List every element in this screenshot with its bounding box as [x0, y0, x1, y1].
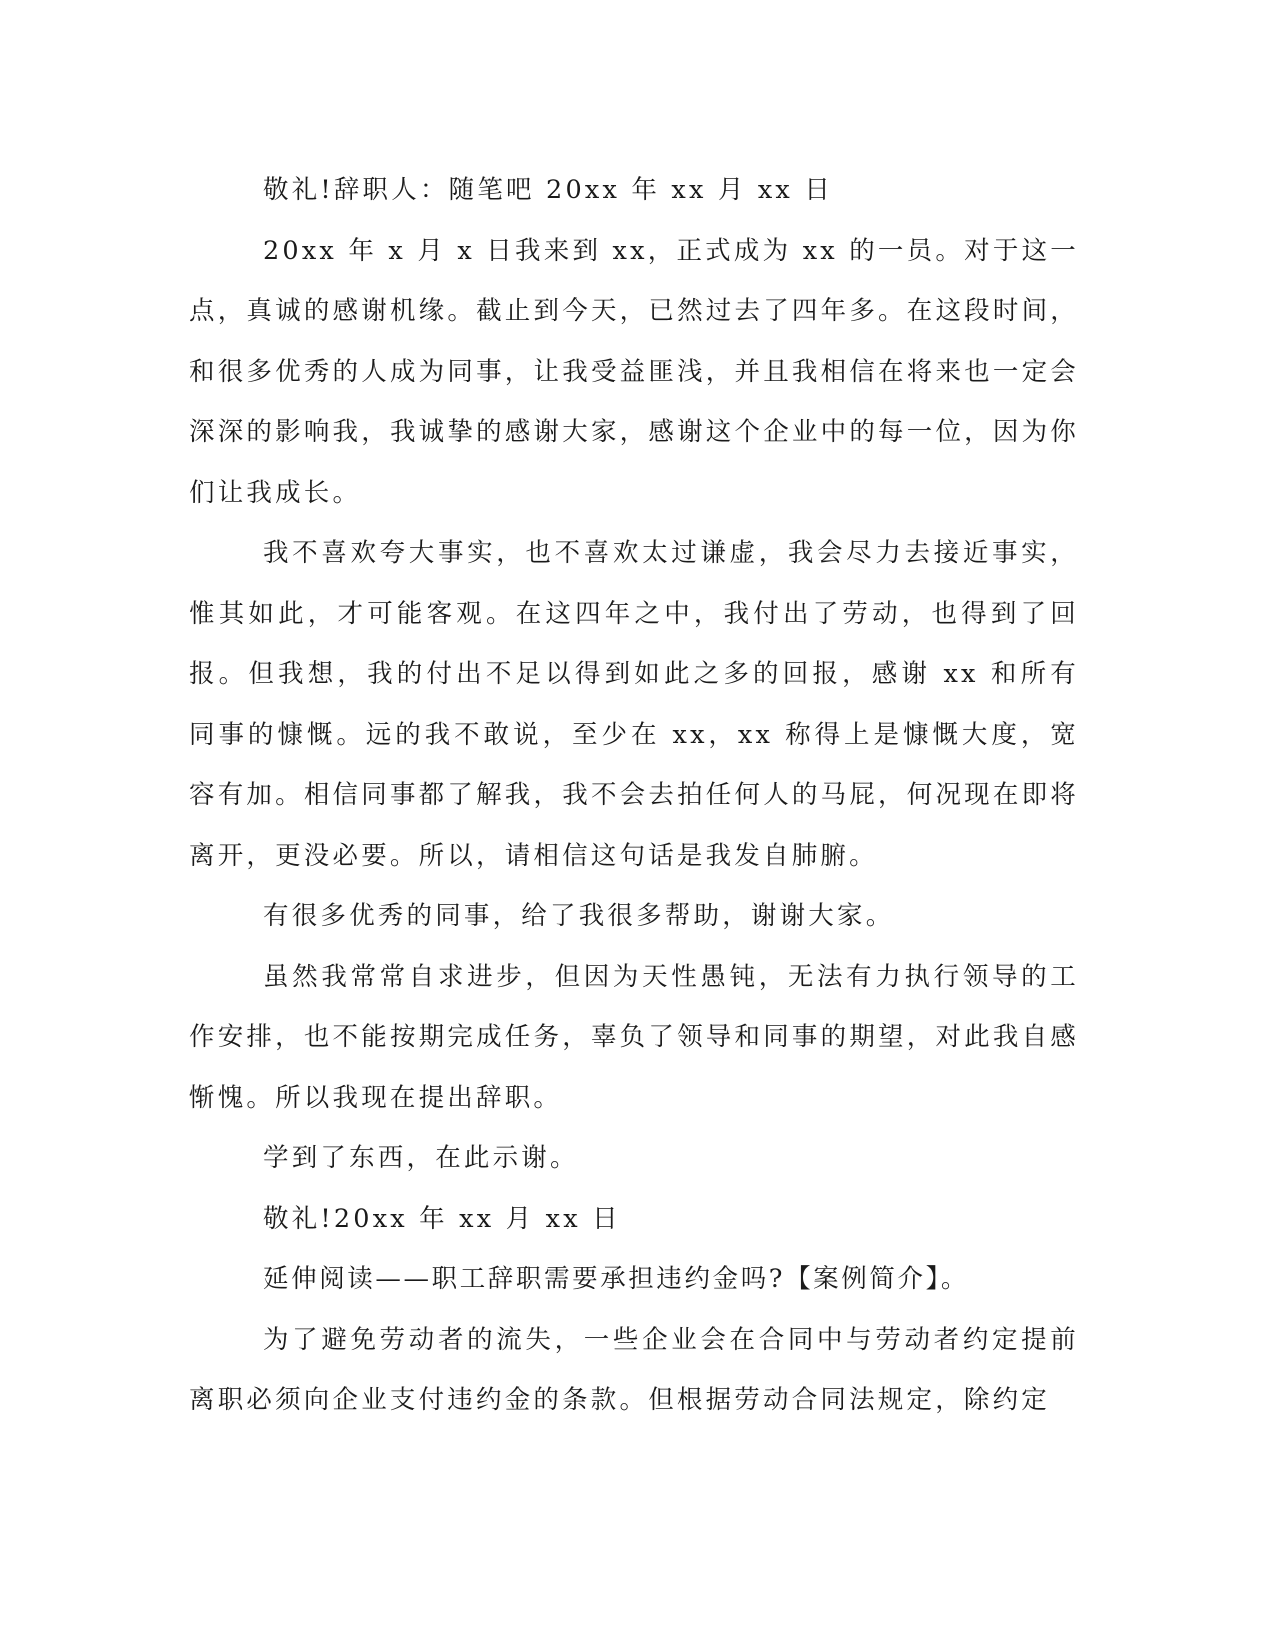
- paragraph-resignation-reason: 虽然我常常自求进步，但因为天性愚钝，无法有力执行领导的工作安排，也不能按期完成任务，辜负了领导和同事的期望，对此我自感惭愧。所以我现在提出辞职。: [189, 961, 1079, 1113]
- paragraph-extended-reading-heading: 延伸阅读——职工辞职需要承担违约金吗?【案例简介】。: [263, 1264, 970, 1294]
- paragraph-joining-thanks: 20xx 年 x 月 x 日我来到 xx，正式成为 xx 的一员。对于这一点，真诚的感谢机缘。截止到今天，已然过去了四年多。在这段时间，和很多优秀的人成为同事，让我受益匪浅，并且我相信在将来也一定会深深的影响我，我诚挚的感谢大家，感谢这个企业中的每一位，因为你们让我成长。: [189, 235, 1079, 508]
- paragraph-colleague-thanks: 有很多优秀的同事，给了我很多帮助，谢谢大家。: [263, 901, 895, 931]
- document-body: [189, 160, 1079, 1431]
- paragraph-penalty-case-intro: 为了避免劳动者的流失，一些企业会在合同中与劳动者约定提前离职必须向企业支付违约金的条款。但根据劳动合同法规定，除约定: [189, 1324, 1079, 1415]
- paragraph-honest-reflection: 我不喜欢夸大事实，也不喜欢太过谦虚，我会尽力去接近事实，惟其如此，才可能客观。在这四年之中，我付出了劳动，也得到了回报。但我想，我的付出不足以得到如此之多的回报，感谢 xx 和所有同事的慷慨。远的我不敢说，至少在 xx，xx 称得上是慷慨大度，宽容有加。相信同事都了解我，我不会去拍任何人的马屁，何况现在即将离开，更没必要。所以，请相信这句话是我发自肺腑。: [189, 538, 1079, 871]
- paragraph-learning-thanks: 学到了东西，在此示谢。: [263, 1143, 579, 1173]
- paragraph-closing-date: 敬礼!20xx 年 xx 月 xx 日: [263, 1203, 621, 1234]
- paragraph-salutation-signature: 敬礼!辞职人：随笔吧 20xx 年 xx 月 xx 日: [263, 175, 834, 205]
